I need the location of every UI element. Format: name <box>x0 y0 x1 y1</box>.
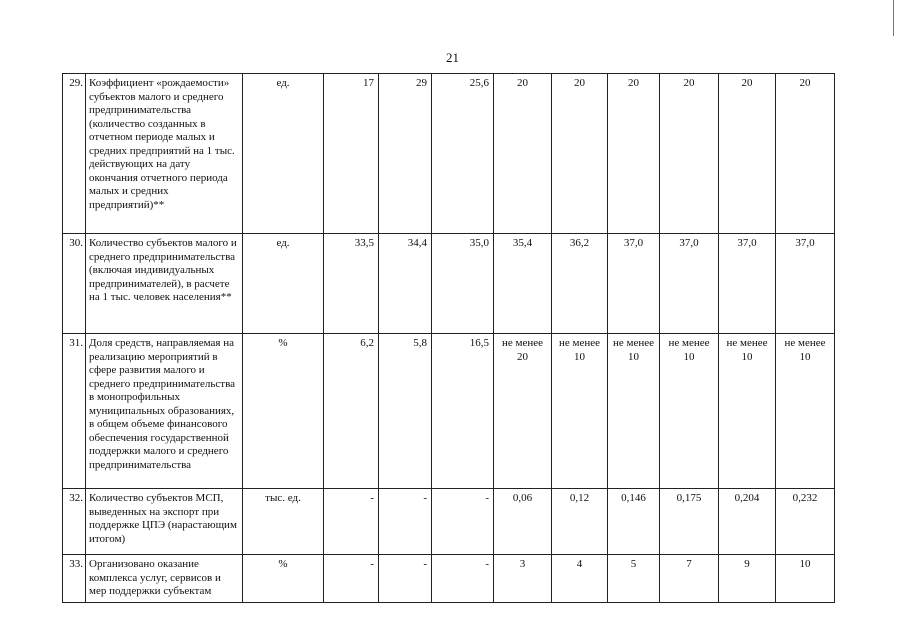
table-row <box>63 234 835 334</box>
table-row <box>63 334 835 489</box>
value-cell: 20 <box>719 74 776 234</box>
value-cell: 34,4 <box>379 234 432 334</box>
value-cell: 36,2 <box>552 234 608 334</box>
unit-cell: % <box>243 555 324 603</box>
indicator-name: Количество субъектов МСП, выведенных на экспорт при поддержке ЦПЭ (нарастающим итогом) <box>86 489 243 555</box>
value-cell: - <box>324 489 379 555</box>
table-row <box>63 489 835 555</box>
value-cell: не менее 10 <box>776 334 835 489</box>
value-cell: 16,5 <box>432 334 494 489</box>
value-cell: 10 <box>776 555 835 603</box>
value-cell: 20 <box>776 74 835 234</box>
value-cell: 20 <box>608 74 660 234</box>
value-cell: 0,06 <box>494 489 552 555</box>
value-cell: 4 <box>552 555 608 603</box>
value-cell: 25,6 <box>432 74 494 234</box>
unit-cell: ед. <box>243 74 324 234</box>
indicator-name: Количество субъектов малого и среднего предпринимательства (включая индивидуальных предпринимателей), в расчете на 1 тыс. человек населения** <box>86 234 243 334</box>
value-cell: 20 <box>494 74 552 234</box>
value-cell: 0,175 <box>660 489 719 555</box>
indicators-table <box>62 73 835 603</box>
value-cell: - <box>432 489 494 555</box>
value-cell: 0,146 <box>608 489 660 555</box>
value-cell: - <box>432 555 494 603</box>
value-cell: - <box>379 555 432 603</box>
scan-corner-mark <box>893 0 894 36</box>
value-cell: 37,0 <box>660 234 719 334</box>
value-cell: 37,0 <box>719 234 776 334</box>
value-cell: 35,0 <box>432 234 494 334</box>
value-cell: 0,204 <box>719 489 776 555</box>
unit-cell: тыс. ед. <box>243 489 324 555</box>
value-cell: - <box>324 555 379 603</box>
row-number: 30. <box>63 234 86 334</box>
value-cell: не менее 20 <box>494 334 552 489</box>
table-row <box>63 74 835 234</box>
value-cell: не менее 10 <box>660 334 719 489</box>
value-cell: 35,4 <box>494 234 552 334</box>
value-cell: 7 <box>660 555 719 603</box>
table-row <box>63 555 835 603</box>
value-cell: - <box>379 489 432 555</box>
value-cell: 20 <box>552 74 608 234</box>
unit-cell: % <box>243 334 324 489</box>
value-cell: 0,12 <box>552 489 608 555</box>
value-cell: 6,2 <box>324 334 379 489</box>
indicator-name: Коэффициент «рождаемости» субъектов малого и среднего предпринимательства (количество созданных в отчетном периоде малых и средних предприятий на 1 тыс. действующих на дату окончания отчетного периода малых и средних предприятий)** <box>86 74 243 234</box>
value-cell: 33,5 <box>324 234 379 334</box>
row-number: 31. <box>63 334 86 489</box>
value-cell: 20 <box>660 74 719 234</box>
value-cell: 29 <box>379 74 432 234</box>
row-number: 32. <box>63 489 86 555</box>
row-number: 33. <box>63 555 86 603</box>
value-cell: 5 <box>608 555 660 603</box>
value-cell: не менее 10 <box>719 334 776 489</box>
value-cell: не менее 10 <box>608 334 660 489</box>
value-cell: 5,8 <box>379 334 432 489</box>
indicator-name: Доля средств, направляемая на реализацию мероприятий в сфере развития малого и среднего предпринимательства в монопрофильных муниципальных образованиях, в общем объеме финансового обеспечения государственной поддержки малого и среднего предпринимательства <box>86 334 243 489</box>
value-cell: 0,232 <box>776 489 835 555</box>
unit-cell: ед. <box>243 234 324 334</box>
indicator-name: Организовано оказание комплекса услуг, сервисов и мер поддержки субъектам <box>86 555 243 603</box>
value-cell: 3 <box>494 555 552 603</box>
value-cell: 37,0 <box>776 234 835 334</box>
value-cell: не менее 10 <box>552 334 608 489</box>
value-cell: 17 <box>324 74 379 234</box>
value-cell: 9 <box>719 555 776 603</box>
row-number: 29. <box>63 74 86 234</box>
value-cell: 37,0 <box>608 234 660 334</box>
page-number: 21 <box>446 50 459 65</box>
